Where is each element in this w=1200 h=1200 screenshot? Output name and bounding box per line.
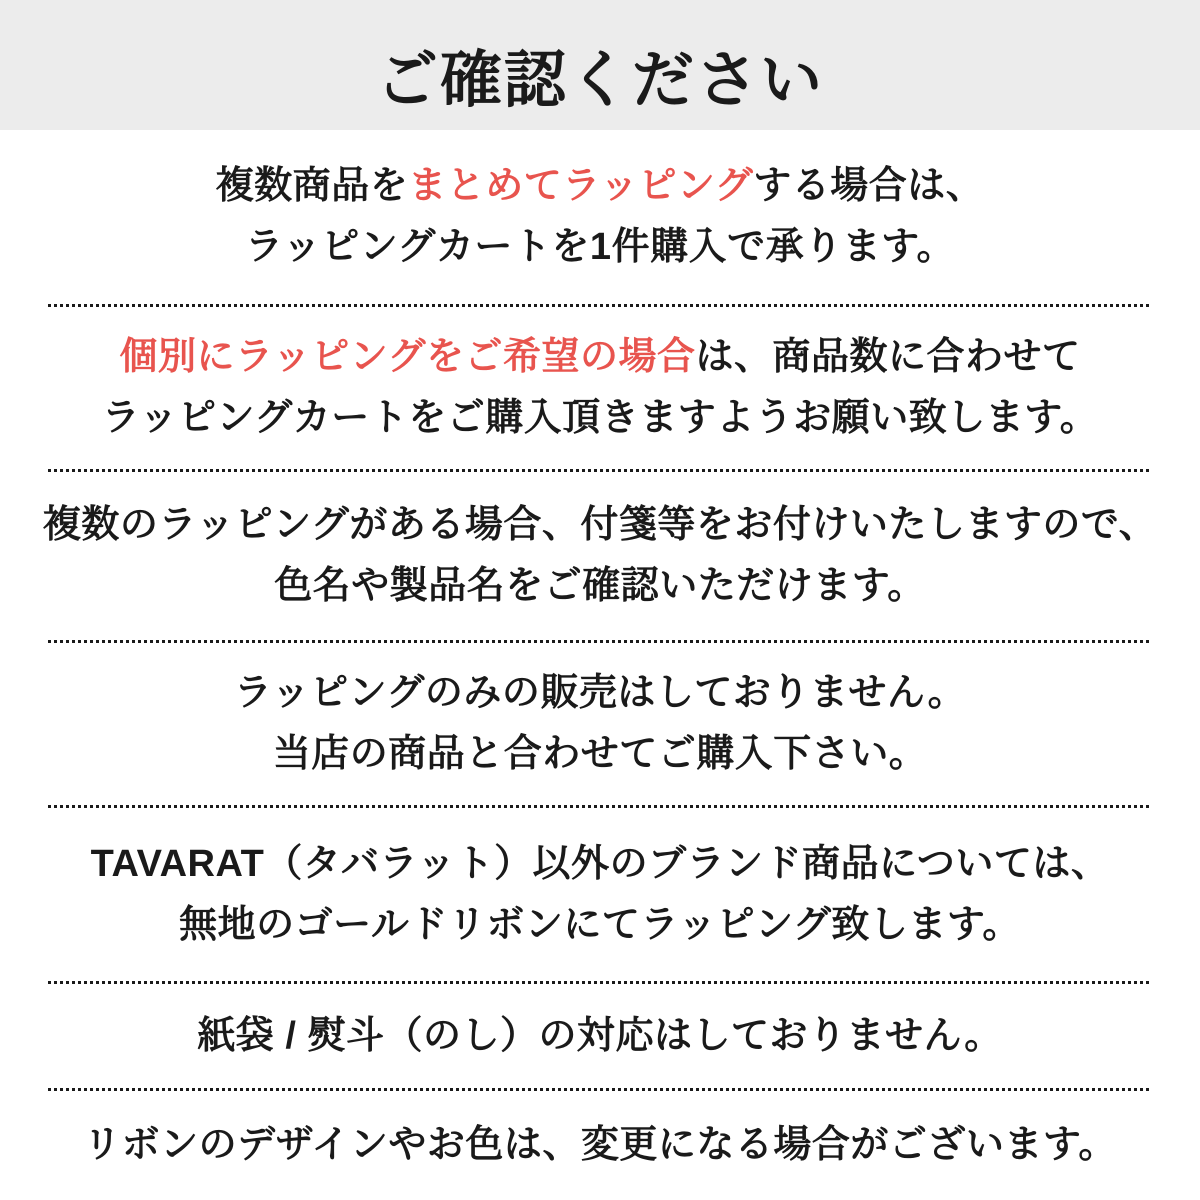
page-title: ご確認ください (375, 45, 824, 115)
notice-text: 無地のゴールドリボンにてラッピング致します。 (179, 903, 1021, 946)
notice-line (120, 327, 1081, 388)
notice-text: する場合は、 (753, 165, 985, 207)
page-header (0, 0, 1200, 130)
notice-line (102, 388, 1098, 449)
notice-line (43, 495, 1157, 556)
notice-text: 当店の商品と合わせてご購入下さい。 (272, 733, 928, 775)
notice-multiple-wrapping-labels (0, 472, 1200, 640)
notice-line (91, 834, 1110, 895)
notice-text: 色名や製品名をご確認いただけます。 (274, 565, 926, 607)
notice-text: 複数のラッピングがある場合、付箋等をお付けいたしますので、 (42, 504, 1158, 546)
notice-line (234, 663, 966, 724)
notice-line (179, 895, 1021, 956)
notice-line (273, 724, 928, 785)
notice-other-brand-wrapping (0, 808, 1200, 981)
notice-line (245, 217, 955, 278)
notice-text: 複数商品を (215, 165, 409, 207)
notice-text: リボンのデザインやお色は、変更になる場合がございます。 (83, 1124, 1117, 1166)
notice-text: TAVARAT（タバラット）以外のブランド商品については、 (90, 842, 1110, 885)
notice-text-highlight: 個別にラッピングをご希望の場合 (119, 336, 696, 378)
notice-text: は、商品数に合わせて (695, 336, 1081, 378)
notice-text: ラッピングのみの販売はしておりません。 (233, 672, 967, 714)
notice-line (274, 556, 925, 617)
notice-line (216, 156, 985, 217)
notice-text: ラッピングカートをご購入頂きますようお願い致します。 (101, 397, 1099, 439)
notice-text-highlight: まとめてラッピング (408, 165, 754, 207)
notice-text: ラッピングカートを1件購入で承ります。 (244, 226, 956, 268)
notice-line (197, 1006, 1002, 1067)
notice-no-paper-bag-noshi (0, 984, 1200, 1088)
notice-no-wrapping-only-sale (0, 643, 1200, 805)
notice-individual-wrapping (0, 307, 1200, 469)
notice-ribbon-design-change (0, 1091, 1200, 1200)
notice-text: 紙袋 / 熨斗（のし）の対応はしておりません。 (197, 1014, 1003, 1057)
notice-combined-wrapping (0, 130, 1200, 304)
notice-line (83, 1115, 1117, 1176)
